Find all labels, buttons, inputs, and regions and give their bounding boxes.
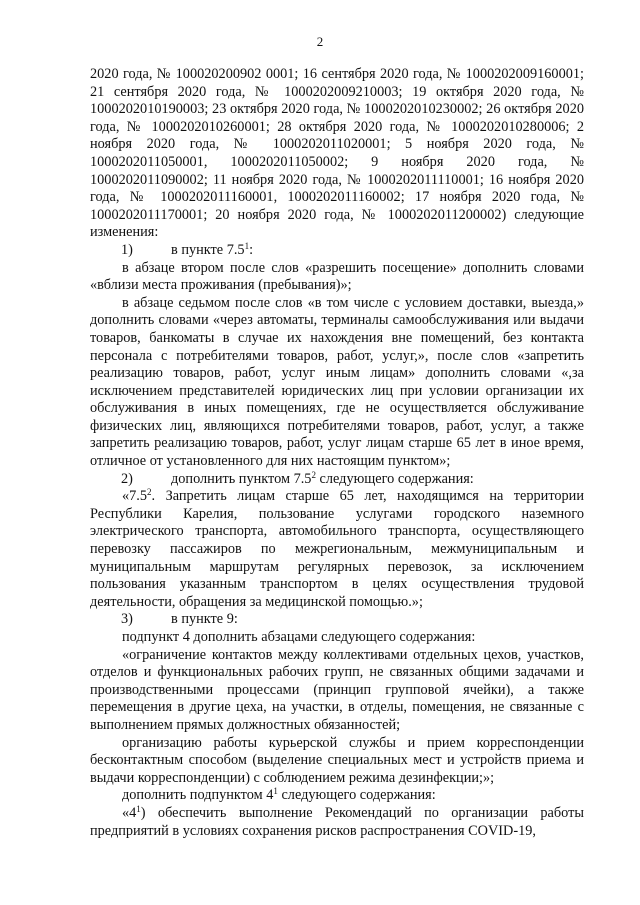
paragraph-text: «4: [122, 804, 137, 821]
paragraph: [90, 629, 584, 647]
list-item-number: 1): [121, 241, 133, 258]
paragraph-text-continued: ) обеспечить выполнение Рекомендаций по организации работы предприятий в условиях сохранения рисков распространения COVID-19,: [90, 804, 584, 839]
paragraph-text: 2020 года, № 100020200902 0001; 16 сентября 2020 года, № 1000202009160001; 21 сентября 2020 года, № 1000202009210003; 19 октября 2020 года, № 1000202010190003; 23 октября 2020 года, № 1000202010230002; 26 октября 2020 года, № 1000202010260001; 28 октября 2020 года, № 1000202010280006; 2 ноября 2020 года, № 1000202011020001; 5 ноября 2020 года, № 1000202011050001, 1000202011050002; 9 ноября 2020 года, № 1000202011090002; 11 ноября 2020 года, № 1000202011110001; 16 ноября 2020 года, № 1000202011160001, 1000202011160002; 17 ноября 2020 года, № 1000202011170001; 20 ноября 2020 года, № 1000202011200002) следующие изменения:: [90, 66, 584, 241]
paragraph-text: организацию работы курьерской службы и прием корреспонденции бесконтактным способом (выделение специальных мест и устройств приема и выдачи корреспонденции) с соблюдением режима дезинфекции;»;: [90, 734, 584, 786]
list-item-number: 3): [121, 611, 133, 628]
paragraph-text-continued: . Запретить лицам старше 65 лет, находящимся на территории Республики Карелия, пользование услугами городского наземного электрического транспорта, автомобильного транспорта, осуществляющего перевозку пассажиров по межрегиональным, межмуниципальным и муниципальным маршрутам регулярных перевозок, за исключением пользования указанным транспортом в целях осуществления трудовой деятельности, обращения за медицинской помощью.»;: [90, 488, 584, 610]
paragraph-text: в абзаце втором после слов «разрешить посещение» дополнить словами «вблизи места проживания (пребывания)»;: [90, 259, 584, 294]
paragraph-text: дополнить пунктом 7.5: [171, 470, 312, 487]
paragraph: [90, 735, 584, 788]
superscript: 2: [147, 487, 152, 498]
superscript: 1: [136, 803, 141, 814]
document-body: [90, 66, 584, 840]
paragraph-text: дополнить подпунктом 4: [122, 787, 274, 804]
paragraph: [90, 647, 584, 735]
paragraph: [90, 66, 584, 242]
page-number: 2: [316, 34, 324, 49]
superscript: 1: [244, 240, 250, 251]
list-item: [90, 471, 584, 489]
paragraph-text-continued: следующего содержания:: [315, 470, 474, 487]
paragraph: [90, 787, 584, 805]
paragraph: [90, 260, 584, 295]
list-item: [90, 611, 584, 629]
paragraph-text: в пункте 7.5: [171, 241, 245, 258]
paragraph-text-continued: :: [249, 241, 254, 258]
paragraph-text: в абзаце седьмом после слов «в том числе с условием доставки, выезда,» дополнить словами «через автоматы, терминалы самообслуживания или выдачи товаров, банкоматы в случае их нахождения вне помещений, без контакта персонала с потребителями товаров, работ, услуг,», после слов «запретить реализацию товаров, работ, услуг иным лицам» дополнить словами «,за исключением представителей юридических лиц при условии организации их обслуживания в иных помещениях, где не осуществляется обслуживание физических лиц, являющихся потребителями товаров, работ, услуг, а также запретить реализацию товаров, работ, услуг лицам старше 65 лет в иное время, отличное от установленного для них настоящим пунктом»;: [90, 294, 584, 470]
paragraph-text-continued: следующего содержания:: [277, 787, 436, 804]
list-item-number: 2): [121, 470, 133, 487]
list-item: [90, 242, 584, 260]
paragraph: [90, 488, 584, 611]
paragraph-text: подпункт 4 дополнить абзацами следующего содержания:: [122, 629, 476, 645]
paragraph-text: «7.5: [122, 488, 148, 505]
paragraph: [90, 295, 584, 471]
paragraph-text: в пункте 9:: [171, 611, 238, 628]
paragraph-text: «ограничение контактов между коллективами отдельных цехов, участков, отделов и функциональных рабочих групп, не связанных общими задачами и производственными процессами (принцип групповой ячейки), а также перемещения в другие цеха, на участки, в отделы, помещения, не связанные с выполнением прямых должностных обязанностей;: [90, 646, 584, 733]
paragraph: [90, 805, 584, 840]
superscript: 2: [311, 469, 316, 480]
superscript: 1: [273, 786, 278, 797]
